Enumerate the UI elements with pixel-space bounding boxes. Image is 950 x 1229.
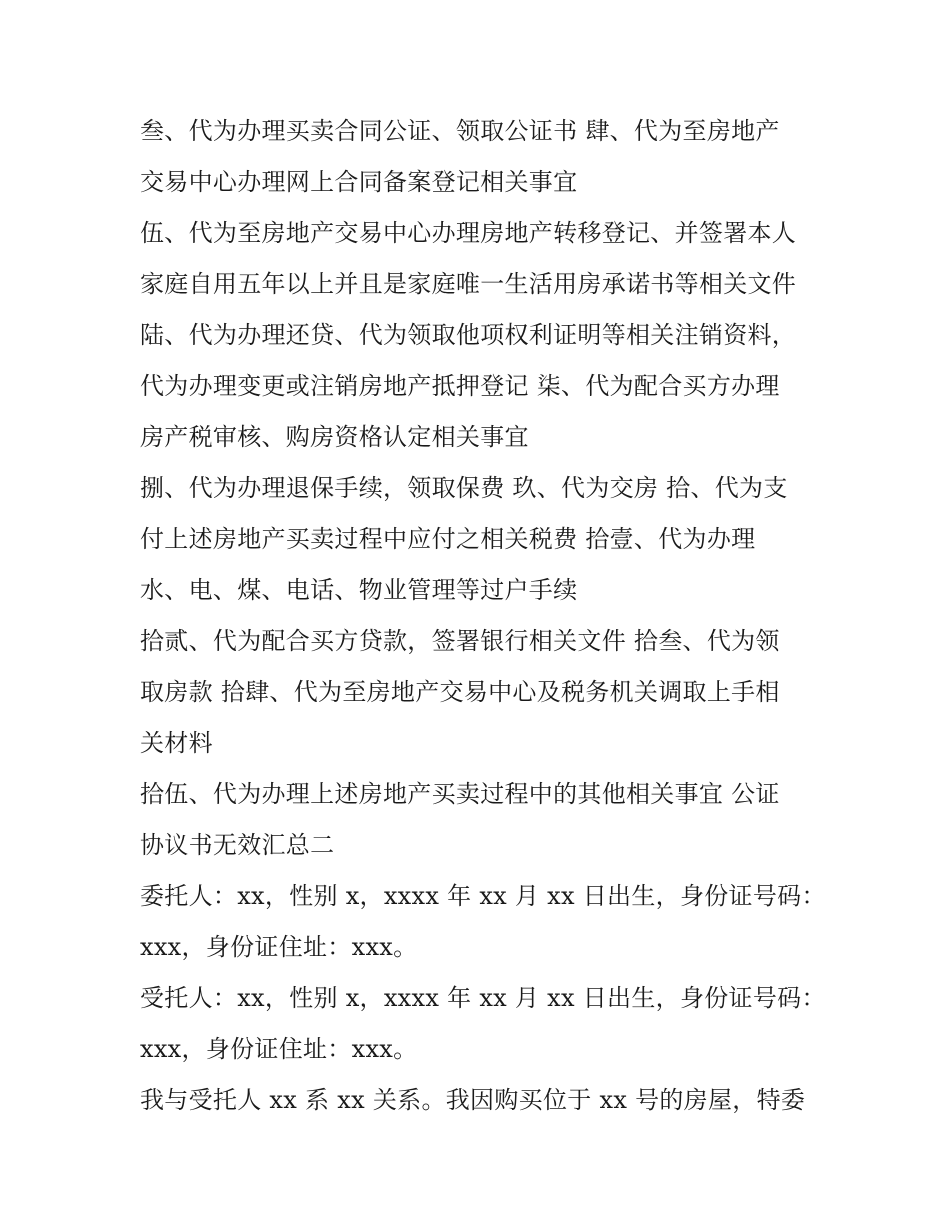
text-line: 代为办理变更或注销房地产抵押登记 柒、代为配合买方办理 — [140, 372, 780, 400]
text-line: xxx，身份证住址：xxx。 — [140, 933, 418, 961]
text-line: 我与受托人 xx 系 xx 关系。我因购买位于 xx 号的房屋，特委 — [140, 1086, 806, 1114]
text-line: 付上述房地产买卖过程中应付之相关税费 拾壹、代为办理 — [140, 525, 756, 553]
text-line: xxx，身份证住址：xxx。 — [140, 1035, 418, 1063]
document-body — [140, 106, 830, 1126]
text-line: 受托人：xx，性别 x，xxxx 年 xx 月 xx 日出生，身份证号码： — [140, 984, 826, 1012]
text-line: 拾贰、代为配合买方贷款，签署银行相关文件 拾叁、代为领 — [140, 627, 780, 655]
text-line: 伍、代为至房地产交易中心办理房地产转移登记、并签署本人 — [140, 219, 797, 247]
text-line: 协议书无效汇总二 — [140, 831, 335, 859]
text-line: 陆、代为办理还贷、代为领取他项权利证明等相关注销资料， — [140, 321, 797, 349]
text-line: 家庭自用五年以上并且是家庭唯一生活用房承诺书等相关文件 — [140, 270, 797, 298]
text-line: 取房款 拾肆、代为至房地产交易中心及税务机关调取上手相 — [140, 678, 780, 706]
text-line: 交易中心办理网上合同备案登记相关事宜 — [140, 168, 578, 196]
text-line: 水、电、煤、电话、物业管理等过户手续 — [140, 576, 578, 604]
text-line: 拾伍、代为办理上述房地产买卖过程中的其他相关事宜 公证 — [140, 780, 780, 808]
text-line: 捌、代为办理退保手续，领取保费 玖、代为交房 拾、代为支 — [140, 474, 788, 502]
text-line: 关材料 — [140, 729, 213, 757]
text-line: 房产税审核、购房资格认定相关事宜 — [140, 423, 529, 451]
text-line: 委托人：xx，性别 x，xxxx 年 xx 月 xx 日出生，身份证号码： — [140, 882, 826, 910]
text-line: 叁、代为办理买卖合同公证、领取公证书 肆、代为至房地产 — [140, 117, 780, 145]
